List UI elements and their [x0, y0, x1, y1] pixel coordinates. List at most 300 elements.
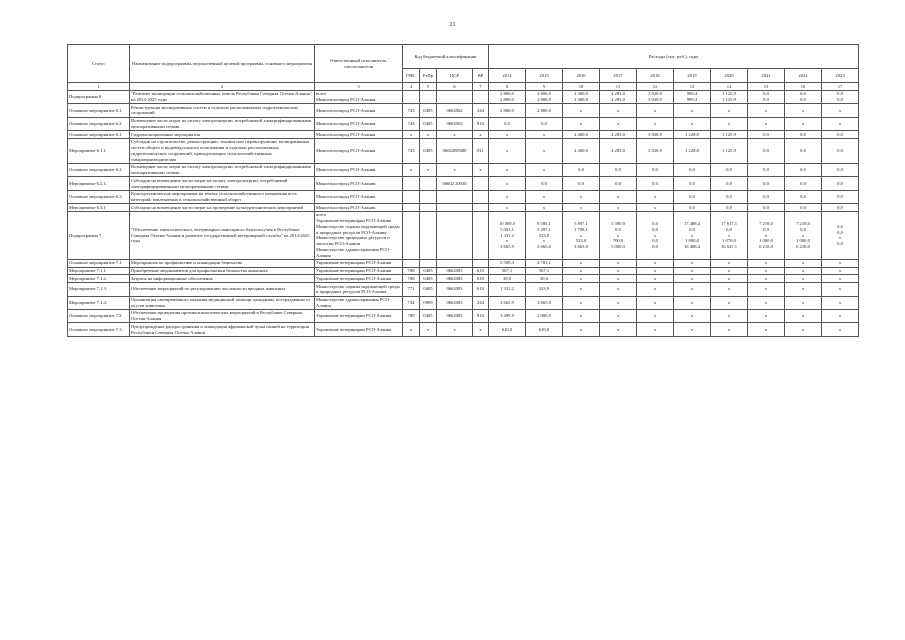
value-line: х	[838, 286, 842, 292]
row-code-rz	[420, 190, 437, 203]
row-value	[526, 267, 563, 275]
row-value	[637, 211, 674, 259]
value-line: 0,0	[763, 147, 769, 153]
executor-line: Минсельхозпрод РСО-Алания	[316, 107, 376, 113]
value-line: 0,0	[726, 194, 732, 200]
row-status: Подпрограмма 7	[68, 211, 130, 259]
header-year: 2016	[563, 69, 600, 83]
value-line: х	[616, 232, 620, 238]
executor-line: Минсельхозпрод РСО-Алания	[316, 180, 376, 186]
row-value	[674, 259, 711, 267]
row-value	[822, 163, 859, 176]
row-name: "Обеспечение эпизоотического, ветеринарно-санитарного благополучия в Республике Северная Осетия-Алания и развитие государственной ветеринарной службы" на 2014-2025 годы	[130, 211, 315, 259]
value-line: х	[579, 260, 583, 266]
value-line: х	[727, 275, 731, 281]
row-value	[748, 309, 785, 322]
row-value	[748, 296, 785, 309]
row-value	[526, 259, 563, 267]
page-number: 21	[449, 22, 456, 28]
row-executor	[315, 296, 403, 309]
value-line: 5 000,0	[611, 243, 625, 249]
value-line: х	[838, 121, 842, 127]
header-year: 2018	[637, 69, 674, 83]
value-line: 3 920,9	[648, 96, 662, 102]
value-line: х	[505, 238, 509, 244]
row-code-rz: 0405	[420, 275, 437, 283]
row-value	[822, 177, 859, 190]
row-code-grbs: х	[403, 163, 420, 176]
value-line: х	[838, 313, 842, 319]
row-value	[526, 163, 563, 176]
row-value	[674, 275, 711, 283]
row-value	[563, 138, 600, 163]
column-number: 10	[563, 83, 600, 91]
value-line: х	[579, 299, 583, 305]
column-number: 7	[473, 83, 489, 91]
value-line: х	[505, 131, 509, 137]
column-number: 5	[420, 83, 437, 91]
value-line: 0,0	[837, 91, 843, 97]
value-line: х	[838, 107, 842, 113]
row-value	[711, 259, 748, 267]
value-line: х	[801, 299, 805, 305]
row-value	[711, 90, 748, 103]
row-code-csr: 0662082	[437, 309, 473, 322]
value-line: 2 400,0	[574, 96, 588, 102]
value-line: 0,0	[726, 180, 732, 186]
value-line: х	[801, 107, 805, 113]
header-budget-codes: Код бюджетной классификации	[403, 45, 489, 69]
header-status: Статус	[68, 45, 130, 83]
value-line: х	[801, 268, 805, 274]
row-value	[637, 104, 674, 117]
row-code-rz: х	[420, 323, 437, 336]
value-line: 0,0	[800, 194, 806, 200]
executor-line: Минсельхозпрод РСО-Алания	[316, 96, 376, 102]
value-line: 0,0	[763, 204, 769, 210]
value-line: х	[616, 107, 620, 113]
row-value	[711, 163, 748, 176]
table-row	[68, 90, 859, 103]
row-code-csr: 0602062	[437, 104, 473, 117]
value-line: 10 089,5	[498, 221, 516, 227]
value-line: 610,0	[501, 326, 513, 332]
row-code-grbs	[403, 90, 420, 103]
row-executor	[315, 309, 403, 322]
row-code-csr: х	[437, 163, 473, 176]
row-code-vr	[473, 90, 489, 103]
row-code-rz	[420, 211, 437, 259]
row-status: Мероприятие 6.3.1	[68, 204, 130, 212]
row-value	[600, 275, 637, 283]
row-value	[489, 211, 526, 259]
value-line: 0,0	[541, 121, 547, 127]
column-number: 15	[748, 83, 785, 91]
value-line: х	[690, 107, 694, 113]
value-line: 0,0	[837, 204, 843, 210]
row-value	[711, 104, 748, 117]
value-line: 17 617,1	[720, 221, 738, 227]
row-value	[711, 204, 748, 212]
executor-line: Минсельхозпрод РСО-Алания	[316, 194, 376, 200]
row-status: Мероприятие 7.1.2.	[68, 275, 130, 283]
row-code-rz: 0405	[420, 117, 437, 130]
executor-line: всего	[316, 91, 327, 97]
row-code-grbs	[403, 204, 420, 212]
row-value	[711, 131, 748, 139]
row-value	[674, 117, 711, 130]
value-line: х	[616, 286, 620, 292]
value-line: 0,0	[652, 238, 658, 244]
row-value	[489, 190, 526, 203]
row-value	[637, 138, 674, 163]
row-code-grbs: 771	[403, 283, 420, 296]
value-line: х	[579, 204, 583, 210]
value-line: х	[579, 275, 583, 281]
row-value	[526, 204, 563, 212]
row-value	[600, 323, 637, 336]
row-value	[563, 283, 600, 296]
value-line: х	[838, 235, 842, 241]
column-number: 2	[130, 83, 315, 91]
row-status: Основное мероприятие 6.2.	[68, 163, 130, 176]
value-line: 0,0	[652, 221, 658, 227]
row-executor	[315, 190, 403, 203]
row-value	[748, 267, 785, 275]
value-line: х	[579, 313, 583, 319]
table-row	[68, 309, 859, 322]
value-line: х	[653, 260, 657, 266]
value-line: 0,0	[800, 91, 806, 97]
row-status: Мероприятие 6.2.1.	[68, 177, 130, 190]
executor-line: Управление ветеринарии РСО-Алания	[316, 326, 392, 332]
row-value	[822, 117, 859, 130]
value-line: х	[653, 194, 657, 200]
value-line: х	[653, 204, 657, 210]
row-value	[489, 204, 526, 212]
row-name: Мероприятия по профилактике и ликвидации бешенства	[130, 259, 315, 267]
row-code-vr: х	[473, 131, 489, 139]
column-number: 6	[437, 83, 473, 91]
value-line: х	[764, 121, 768, 127]
value-line: 0,0	[800, 204, 806, 210]
row-code-grbs: 734	[403, 296, 420, 309]
row-value	[489, 117, 526, 130]
table-row	[68, 296, 859, 309]
row-code-vr	[473, 190, 489, 203]
value-line: х	[542, 131, 546, 137]
value-line: 5 093,1	[500, 226, 514, 232]
value-line: х	[579, 107, 583, 113]
column-number: 12	[637, 83, 674, 91]
value-line: х	[727, 326, 731, 332]
value-line: 0,0	[800, 226, 806, 232]
row-value	[822, 323, 859, 336]
row-value	[785, 117, 822, 130]
value-line: 4 283,0	[611, 96, 625, 102]
row-name: Реконструкция мелиоративных систем и отдельно расположенных гидротехнических сооружений	[130, 104, 315, 117]
row-executor	[315, 275, 403, 283]
executor-line: Минсельхозпрод РСО-Алания	[316, 121, 376, 127]
row-value	[563, 117, 600, 130]
row-value	[637, 163, 674, 176]
row-code-csr: х	[437, 323, 473, 336]
row-executor	[315, 283, 403, 296]
value-line: х	[505, 167, 509, 173]
row-code-csr: 0662083	[437, 267, 473, 275]
row-value	[563, 190, 600, 203]
row-value	[785, 177, 822, 190]
row-code-rz: 0909	[420, 296, 437, 309]
row-value	[526, 309, 563, 322]
executor-line: Министерство здравоохранения РСО-Алания	[316, 297, 391, 308]
row-executor	[315, 204, 403, 212]
executor-line: Управление ветеринарии РСО-Алания	[316, 275, 392, 281]
value-line: 6 218,0	[759, 243, 773, 249]
value-line: 7 218,0	[759, 221, 773, 227]
value-line: 1 125,9	[722, 147, 736, 153]
value-line: 6 218,0	[796, 243, 810, 249]
value-line: 3 665,0	[537, 243, 551, 249]
value-line: 2 800,0	[500, 96, 514, 102]
row-value	[785, 131, 822, 139]
value-line: 3 920,9	[648, 147, 662, 153]
value-line: 0,0	[837, 167, 843, 173]
value-line: х	[616, 313, 620, 319]
value-line: х	[727, 313, 731, 319]
row-value	[637, 259, 674, 267]
row-executor	[315, 211, 403, 259]
row-value	[563, 323, 600, 336]
row-value	[711, 177, 748, 190]
row-code-csr: 0662083	[437, 275, 473, 283]
value-line: х	[579, 121, 583, 127]
row-code-csr	[437, 259, 473, 267]
value-line: х	[542, 147, 546, 153]
header-name: Наименование подпрограммы, ведомственной целевой программы, основного мероприятия	[130, 45, 315, 83]
value-line: х	[690, 313, 694, 319]
value-line: х	[801, 326, 805, 332]
row-value	[563, 90, 600, 103]
row-code-csr	[437, 204, 473, 212]
row-code-vr	[473, 259, 489, 267]
value-line: 2 800,0	[500, 91, 514, 97]
value-line: х	[690, 286, 694, 292]
value-line: 2 800,0	[537, 96, 551, 102]
value-line: 0,0	[763, 131, 769, 137]
value-line: 1 000,0	[759, 238, 773, 244]
column-number: 3	[315, 83, 403, 91]
value-line: х	[764, 299, 768, 305]
value-line: 0,0	[578, 180, 584, 186]
header-grbs: ГРБС	[403, 69, 420, 83]
row-value	[526, 283, 563, 296]
row-value	[600, 211, 637, 259]
row-code-rz: х	[420, 131, 437, 139]
value-line: х	[801, 121, 805, 127]
row-value	[822, 275, 859, 283]
value-line: 0,0	[689, 226, 695, 232]
row-value	[526, 117, 563, 130]
row-status: Основное мероприятие 6.2	[68, 117, 130, 130]
value-line: 3 665,9	[500, 299, 514, 305]
row-code-grbs: 780	[403, 267, 420, 275]
row-name: Предупреждение распространения и ликвидация африканской чумы свиней на территории Республики Северная Осетия-Алания	[130, 323, 315, 336]
row-status: Мероприятие 7.1.4.	[68, 296, 130, 309]
row-value	[674, 190, 711, 203]
row-value	[674, 309, 711, 322]
row-value	[822, 211, 859, 259]
row-value	[785, 163, 822, 176]
row-value	[563, 163, 600, 176]
value-line: х	[579, 286, 583, 292]
value-line: 3 499,9	[500, 313, 514, 319]
row-value	[637, 190, 674, 203]
value-line: х	[653, 326, 657, 332]
value-line: 1 000,0	[685, 238, 699, 244]
value-line: 2 400,0	[574, 131, 588, 137]
row-code-vr: х	[473, 163, 489, 176]
executor-line: Министерство охраны окружающей среды и природных ресурсов РСО-Алания	[316, 223, 400, 235]
value-line: 0,0	[689, 167, 695, 173]
table-row	[68, 323, 859, 336]
value-line: 1 125,9	[722, 91, 736, 97]
row-value	[600, 90, 637, 103]
row-code-vr: 610	[473, 275, 489, 283]
row-executor	[315, 131, 403, 139]
value-line: 0,0	[837, 241, 843, 247]
executor-line: Министерство природных ресурсов и экологии РСО-Алания	[316, 235, 390, 247]
row-code-vr: 810	[473, 117, 489, 130]
row-code-rz	[420, 204, 437, 212]
row-value	[674, 131, 711, 139]
value-line: х	[653, 107, 657, 113]
row-value	[674, 90, 711, 103]
header-csr: ЦСР	[437, 69, 473, 83]
row-value	[711, 190, 748, 203]
row-name: Возмещение части затрат на оплату электроэнергии, потребляемой электрифицированными мелиоративными сетями	[130, 117, 315, 130]
row-value	[785, 283, 822, 296]
value-line: 0,0	[763, 194, 769, 200]
value-line: х	[764, 326, 768, 332]
row-value	[600, 138, 637, 163]
row-value	[822, 309, 859, 322]
row-code-rz: 0405	[420, 309, 437, 322]
row-code-vr: 610	[473, 283, 489, 296]
value-line: 2 800,0	[537, 91, 551, 97]
row-value	[637, 177, 674, 190]
row-value	[674, 211, 711, 259]
value-line: х	[653, 313, 657, 319]
value-line: х	[838, 268, 842, 274]
value-line: х	[616, 121, 620, 127]
table-row	[68, 283, 859, 296]
value-line: 0,0	[837, 229, 843, 235]
row-name: Обеспечение мероприятий по регулированию численности вредных животных	[130, 283, 315, 296]
row-value	[822, 138, 859, 163]
row-code-grbs	[403, 190, 420, 203]
value-line: 0,0	[726, 167, 732, 173]
row-status: Основное мероприятие 6.3.	[68, 190, 130, 203]
value-line: 0,0	[837, 96, 843, 102]
row-code-grbs: 743	[403, 104, 420, 117]
value-line: х	[727, 260, 731, 266]
row-value	[563, 104, 600, 117]
value-line: х	[653, 275, 657, 281]
value-line: х	[505, 194, 509, 200]
row-value	[563, 275, 600, 283]
value-line: х	[838, 260, 842, 266]
row-status: Основное мероприятие 7.1.	[68, 259, 130, 267]
value-line: х	[727, 232, 731, 238]
executor-line: Министерство охраны окружающей среды и природных ресурсов РСО-Алания	[316, 283, 400, 295]
value-line: х	[838, 326, 842, 332]
executor-line: Минсельхозпрод РСО-Алания	[316, 147, 376, 153]
row-value	[748, 204, 785, 212]
row-code-vr	[473, 177, 489, 190]
column-number: 8	[489, 83, 526, 91]
executor-line: Управление ветеринарии РСО-Алания	[316, 218, 392, 224]
row-value	[600, 296, 637, 309]
value-line: х	[727, 268, 731, 274]
row-value	[489, 138, 526, 163]
value-line: х	[690, 299, 694, 305]
value-line: х	[690, 232, 694, 238]
row-code-csr: 0602063	[437, 117, 473, 130]
row-name: Приобретение медикаментов для профилактики бешенства животных	[130, 267, 315, 275]
row-code-csr: 0662083	[437, 283, 473, 296]
value-line: 0,0	[763, 96, 769, 102]
row-value	[489, 131, 526, 139]
value-line: х	[764, 286, 768, 292]
row-value	[748, 283, 785, 296]
row-status: Основное мероприятие 6.1	[68, 131, 130, 139]
header-year: 2017	[600, 69, 637, 83]
table-row	[68, 267, 859, 275]
value-line: 3 665,9	[500, 243, 514, 249]
executor-line: всего	[316, 212, 327, 218]
value-line: 1 125,9	[722, 131, 736, 137]
value-line: х	[616, 268, 620, 274]
value-line: х	[690, 275, 694, 281]
header-vr: ВР	[473, 69, 489, 83]
value-line: 4 283,0	[611, 147, 625, 153]
column-number: 11	[600, 83, 637, 91]
row-status: Мероприятие 7.1.3.	[68, 283, 130, 296]
value-line: х	[801, 260, 805, 266]
value-line: 0,0	[652, 167, 658, 173]
value-line: 523,0	[575, 238, 587, 244]
row-value	[563, 177, 600, 190]
table-row	[68, 163, 859, 176]
row-code-rz: 0405	[420, 283, 437, 296]
row-value	[600, 309, 637, 322]
value-line: 0,0	[837, 131, 843, 137]
row-name: "Развитие мелиорации сельскохозяйственных земель Республики Северная Осетия-Алания" на 2014-2025 годы	[130, 90, 315, 103]
row-value	[822, 190, 859, 203]
row-value	[526, 190, 563, 203]
value-line: 0,0	[763, 226, 769, 232]
value-line: х	[579, 232, 583, 238]
executor-line: Управление ветеринарии РСО-Алания	[316, 313, 392, 319]
row-value	[822, 90, 859, 103]
row-code-vr	[473, 211, 489, 259]
row-value	[600, 177, 637, 190]
value-line: х	[542, 167, 546, 173]
value-line: 0,0	[837, 147, 843, 153]
row-value	[785, 296, 822, 309]
value-line: 567,1	[501, 268, 513, 274]
